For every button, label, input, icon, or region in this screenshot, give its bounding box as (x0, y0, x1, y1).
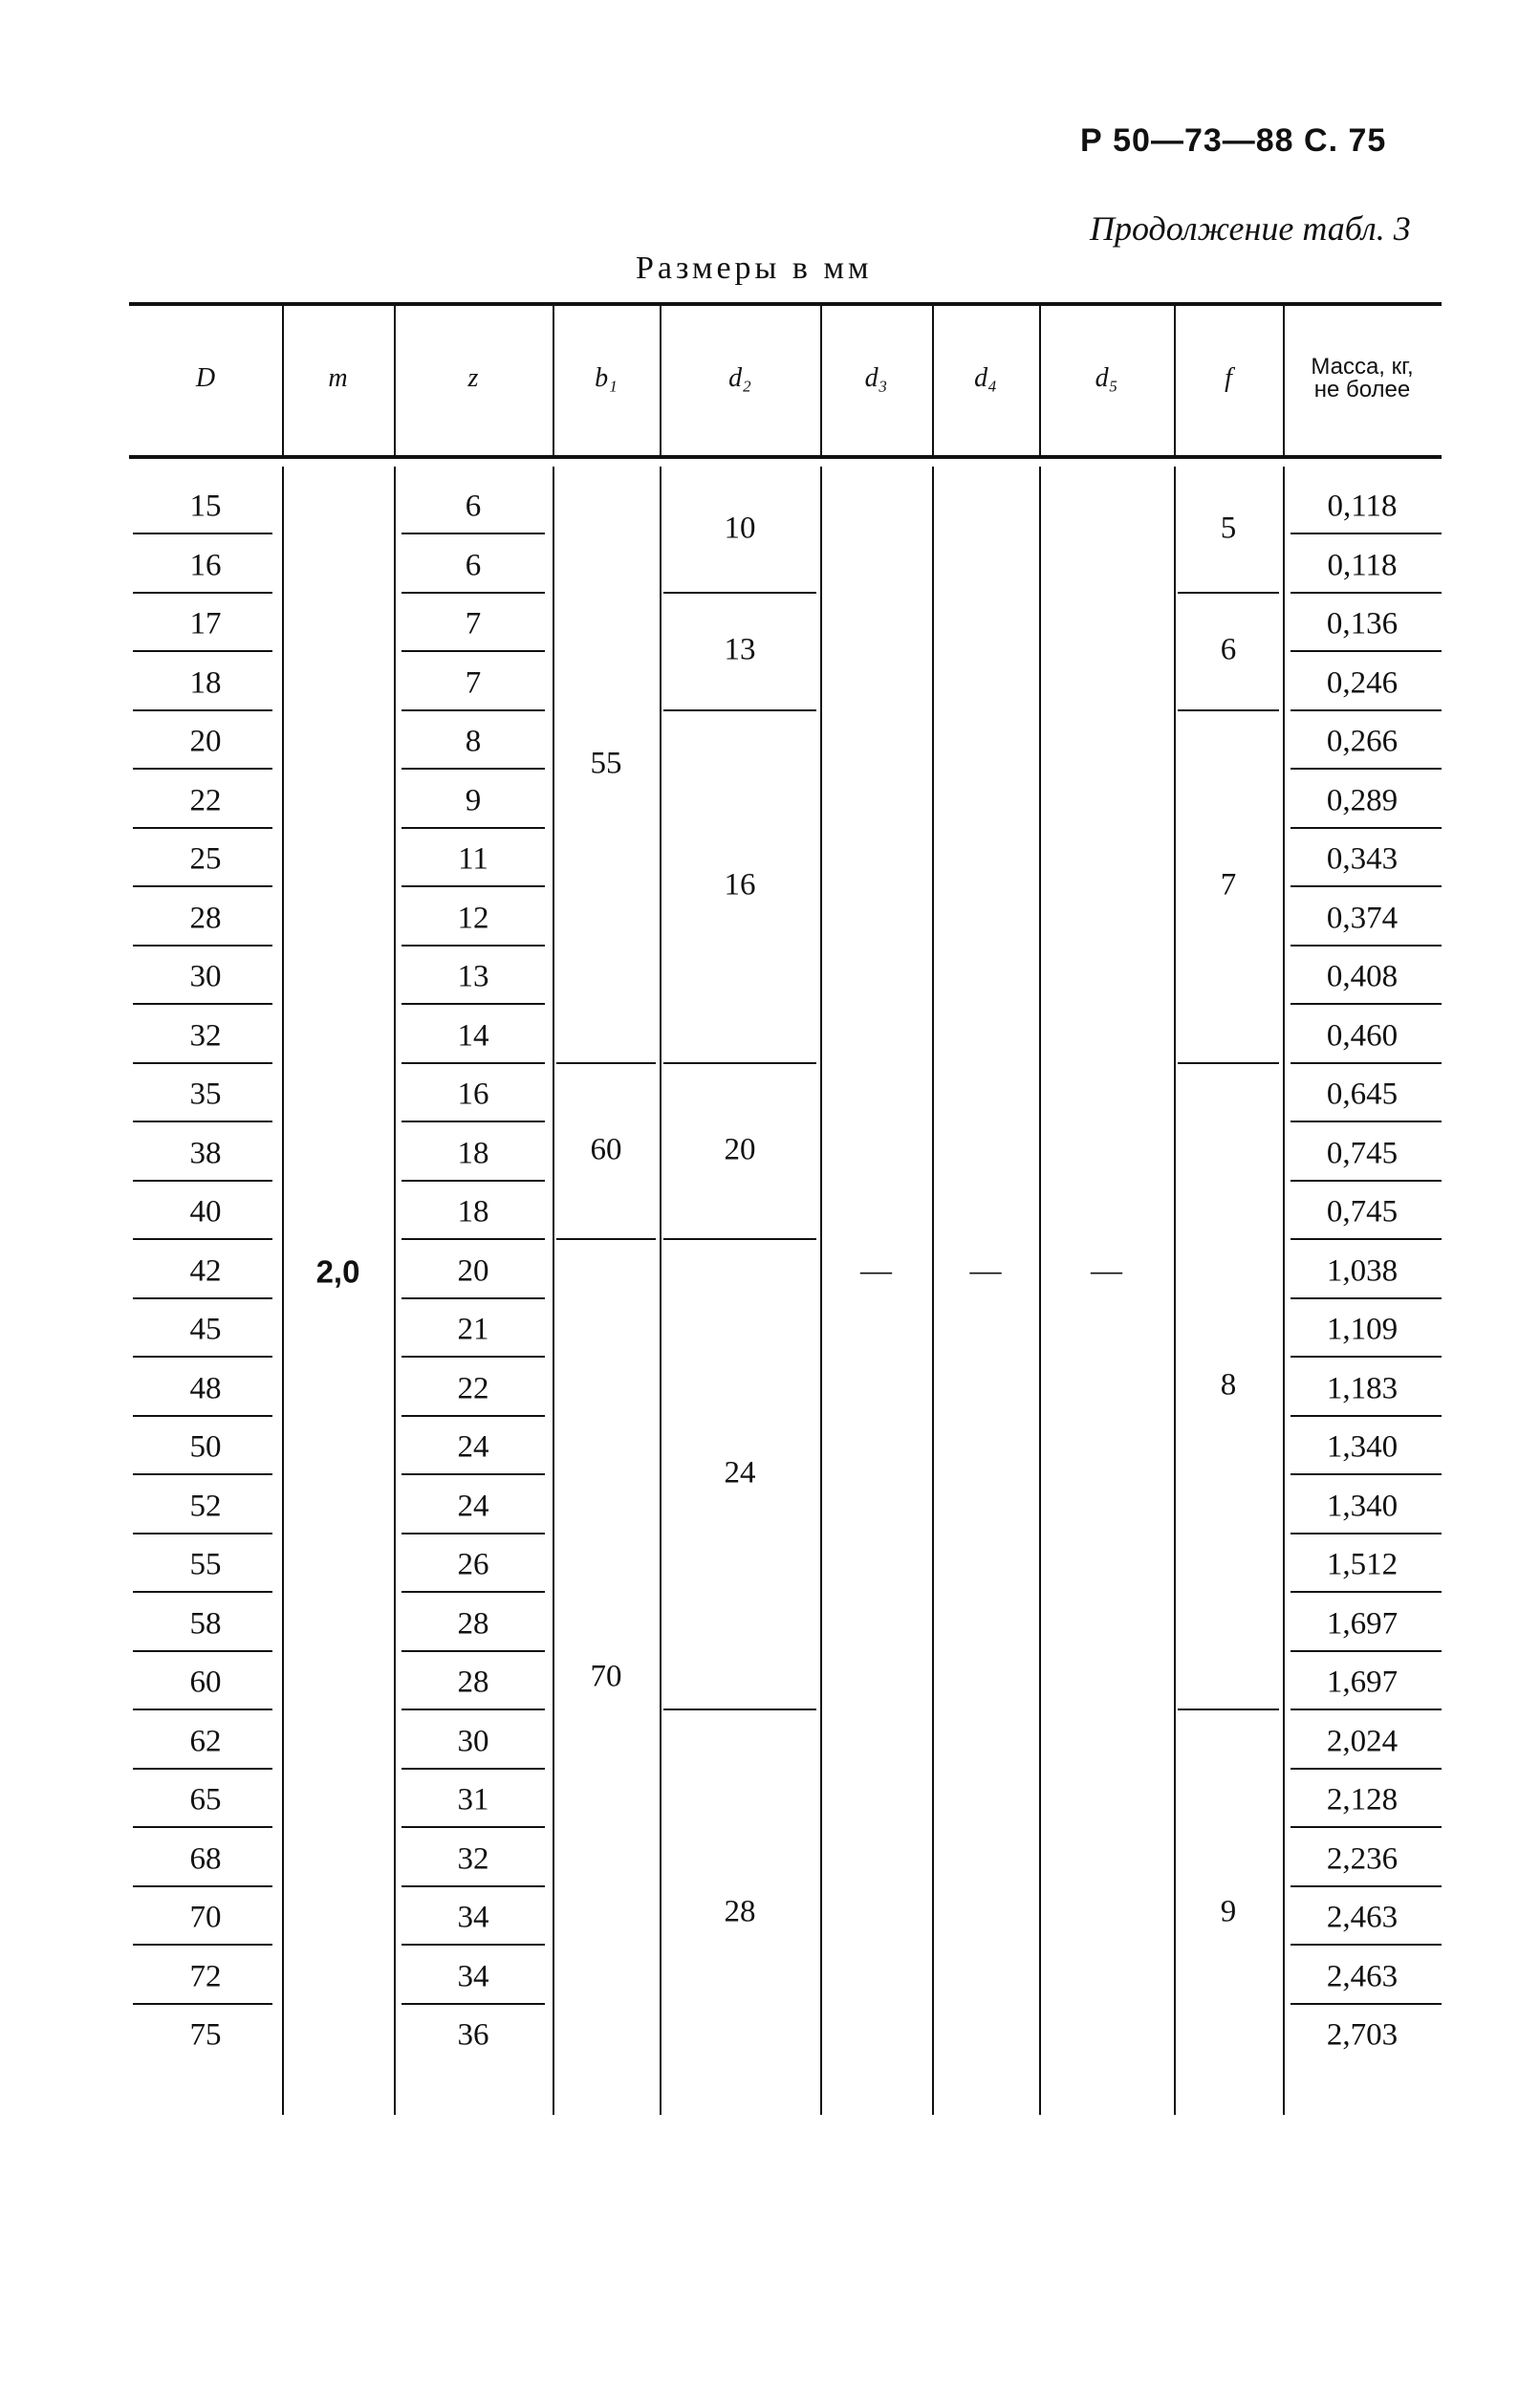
cell-z: 28 (457, 1606, 489, 1641)
cell-mass: 0,343 (1326, 841, 1399, 877)
row-rule (401, 592, 545, 594)
row-rule (133, 1650, 272, 1652)
group-rule (1178, 709, 1279, 711)
cell-f: 7 (1220, 867, 1237, 903)
header-d4: d₄ (974, 363, 997, 393)
group-rule (1178, 1062, 1279, 1064)
header-d: D (195, 363, 216, 393)
row-rule (401, 1533, 545, 1534)
row-rule (1291, 2003, 1442, 2005)
row-rule (401, 1944, 545, 1946)
row-rule (1291, 1297, 1442, 1299)
row-rule (133, 1944, 272, 1946)
row-rule (1291, 827, 1442, 829)
row-rule (1291, 1415, 1442, 1417)
row-rule (401, 945, 545, 947)
row-rule (133, 1121, 272, 1122)
cell-d: 28 (189, 901, 222, 935)
cell-mass: 0,118 (1327, 489, 1398, 524)
cell-d2: 10 (724, 511, 756, 546)
cell-d: 48 (189, 1371, 222, 1405)
cell-z: 21 (457, 1312, 489, 1347)
cell-z: 6 (465, 489, 482, 524)
column-separator (1283, 467, 1285, 2115)
row-rule (133, 945, 272, 947)
group-rule (556, 1238, 656, 1240)
column-separator (1039, 467, 1041, 2115)
row-rule (133, 1708, 272, 1710)
row-rule (133, 1238, 272, 1240)
group-rule (1178, 592, 1279, 594)
row-rule (1291, 650, 1442, 652)
header-d5: d₅ (1095, 363, 1118, 393)
header-bottom-rule (129, 455, 1442, 459)
row-rule (401, 709, 545, 711)
row-rule (1291, 1238, 1442, 1240)
row-rule (1291, 533, 1442, 534)
row-rule (401, 1826, 545, 1828)
cell-f: 6 (1220, 632, 1237, 667)
cell-d: 20 (189, 724, 222, 759)
column-separator (1174, 302, 1176, 455)
cell-mass: 2,236 (1326, 1841, 1399, 1876)
cell-d: 52 (189, 1489, 222, 1523)
cell-d: 65 (189, 1782, 222, 1817)
cell-d: 58 (189, 1606, 222, 1641)
cell-d: 72 (189, 1959, 222, 1993)
cell-d: 70 (189, 1900, 222, 1935)
cell-mass: 1,183 (1326, 1371, 1399, 1405)
row-rule (133, 1826, 272, 1828)
row-rule (1291, 1473, 1442, 1475)
cell-z: 18 (457, 1194, 489, 1230)
column-separator (1039, 302, 1041, 455)
row-rule (1291, 1003, 1442, 1005)
column-separator (553, 302, 554, 455)
row-rule (133, 768, 272, 770)
row-rule (401, 1473, 545, 1475)
column-separator (1174, 467, 1176, 2115)
group-rule (1178, 1708, 1279, 1710)
cell-z: 12 (457, 901, 489, 935)
cell-z: 8 (465, 724, 482, 759)
row-rule (1291, 1768, 1442, 1770)
cell-d2: 24 (724, 1455, 756, 1491)
cell-b1: 70 (590, 1659, 622, 1693)
group-rule (556, 1062, 656, 1064)
row-rule (1291, 1533, 1442, 1534)
cell-z: 32 (457, 1841, 489, 1876)
row-rule (1291, 709, 1442, 711)
column-separator (820, 467, 822, 2115)
column-separator (394, 467, 396, 2115)
cell-mass: 1,340 (1326, 1489, 1399, 1523)
cell-mass: 0,374 (1326, 901, 1399, 935)
row-rule (133, 827, 272, 829)
row-rule (133, 650, 272, 652)
cell-d: 17 (189, 606, 222, 642)
cell-mass: 2,463 (1326, 1959, 1399, 1993)
column-separator (553, 467, 554, 2115)
cell-z: 7 (465, 606, 482, 642)
cell-z: 22 (457, 1371, 489, 1405)
cell-mass: 2,463 (1326, 1900, 1399, 1935)
cell-z: 14 (457, 1018, 489, 1053)
row-rule (401, 1708, 545, 1710)
cell-d: 18 (189, 665, 222, 700)
cell-mass: 1,038 (1326, 1253, 1399, 1288)
table-continuation-label: Продолжение табл. 3 (1090, 209, 1411, 248)
column-separator (282, 302, 284, 455)
row-rule (133, 592, 272, 594)
group-rule (663, 709, 816, 711)
column-separator (932, 302, 934, 455)
cell-d2: 16 (724, 867, 756, 903)
row-rule (1291, 768, 1442, 770)
cell-mass: 0,136 (1326, 606, 1399, 642)
row-rule (133, 533, 272, 534)
cell-z: 20 (457, 1253, 489, 1288)
row-rule (133, 1356, 272, 1358)
row-rule (1291, 1944, 1442, 1946)
row-rule (401, 1180, 545, 1182)
header-d3: d₃ (864, 363, 888, 393)
cell-m: 2,0 (315, 1253, 360, 1289)
cell-d: 55 (189, 1547, 222, 1582)
row-rule (133, 709, 272, 711)
row-rule (401, 1356, 545, 1358)
row-rule (401, 1121, 545, 1122)
row-rule (401, 1415, 545, 1417)
header-m: m (328, 363, 348, 393)
row-rule (133, 2003, 272, 2005)
row-rule (1291, 1885, 1442, 1887)
row-rule (401, 1885, 545, 1887)
row-rule (401, 885, 545, 887)
row-rule (133, 1062, 272, 1064)
cell-f: 5 (1220, 511, 1237, 546)
column-separator (660, 467, 662, 2115)
group-rule (663, 592, 816, 594)
row-rule (1291, 1826, 1442, 1828)
cell-d: 60 (189, 1665, 222, 1700)
column-separator (394, 302, 396, 455)
cell-d: 30 (189, 959, 222, 994)
cell-z: 34 (457, 1900, 489, 1935)
row-rule (401, 768, 545, 770)
header-f: f (1225, 363, 1232, 393)
row-rule (401, 650, 545, 652)
cell-d3: — (860, 1253, 892, 1288)
header-d2: d₂ (728, 363, 751, 393)
cell-mass: 2,024 (1326, 1724, 1399, 1758)
cell-d: 62 (189, 1724, 222, 1758)
cell-mass: 0,118 (1327, 548, 1398, 582)
header-z: z (467, 363, 479, 393)
header-mass: Масса, кг, не более (1311, 354, 1414, 403)
cell-mass: 0,460 (1326, 1018, 1399, 1053)
row-rule (1291, 1591, 1442, 1593)
cell-d: 16 (189, 548, 222, 582)
cell-mass: 0,645 (1326, 1077, 1399, 1112)
cell-b1: 55 (590, 746, 622, 781)
cell-mass: 0,246 (1326, 665, 1399, 700)
cell-mass: 1,512 (1326, 1547, 1399, 1582)
cell-d: 50 (189, 1429, 222, 1465)
group-rule (663, 1062, 816, 1064)
cell-f: 8 (1220, 1367, 1237, 1403)
cell-z: 30 (457, 1724, 489, 1758)
group-rule (663, 1238, 816, 1240)
cell-b1: 60 (590, 1132, 622, 1167)
cell-z: 18 (457, 1136, 489, 1170)
group-rule (663, 1708, 816, 1710)
row-rule (1291, 1121, 1442, 1122)
cell-z: 24 (457, 1429, 489, 1465)
row-rule (133, 1297, 272, 1299)
cell-d: 45 (189, 1312, 222, 1347)
cell-mass: 1,697 (1326, 1665, 1399, 1700)
row-rule (401, 2003, 545, 2005)
cell-d4: — (969, 1253, 1002, 1288)
cell-z: 6 (465, 548, 482, 582)
cell-d: 32 (189, 1018, 222, 1053)
cell-z: 7 (465, 665, 482, 700)
cell-z: 34 (457, 1959, 489, 1993)
row-rule (133, 1591, 272, 1593)
row-rule (1291, 1180, 1442, 1182)
row-rule (401, 827, 545, 829)
row-rule (133, 1180, 272, 1182)
row-rule (401, 1650, 545, 1652)
cell-z: 28 (457, 1665, 489, 1700)
column-separator (820, 302, 822, 455)
row-rule (1291, 885, 1442, 887)
cell-z: 11 (458, 841, 488, 877)
cell-mass: 2,128 (1326, 1782, 1399, 1817)
cell-d: 40 (189, 1194, 222, 1230)
column-separator (932, 467, 934, 2115)
row-rule (1291, 1650, 1442, 1652)
row-rule (133, 1003, 272, 1005)
cell-z: 13 (457, 959, 489, 994)
cell-mass: 0,408 (1326, 959, 1399, 994)
cell-d: 42 (189, 1253, 222, 1288)
cell-f: 9 (1220, 1894, 1237, 1928)
cell-d5: — (1091, 1253, 1122, 1288)
row-rule (1291, 1708, 1442, 1710)
row-rule (401, 1768, 545, 1770)
cell-d2: 28 (724, 1894, 756, 1928)
column-separator (282, 467, 284, 2115)
row-rule (401, 1062, 545, 1064)
cell-d: 15 (189, 489, 222, 524)
table-top-rule (129, 302, 1442, 306)
cell-z: 24 (457, 1489, 489, 1523)
cell-z: 36 (457, 2017, 489, 2053)
row-rule (133, 885, 272, 887)
cell-mass: 0,745 (1326, 1194, 1399, 1230)
cell-mass: 2,703 (1326, 2017, 1399, 2053)
cell-mass: 0,266 (1326, 724, 1399, 759)
header-b1: b₁ (595, 363, 618, 393)
document-code: Р 50—73—88 С. 75 (1080, 122, 1387, 159)
row-rule (401, 533, 545, 534)
cell-mass: 0,289 (1326, 783, 1399, 817)
row-rule (133, 1473, 272, 1475)
cell-mass: 1,697 (1326, 1606, 1399, 1641)
cell-z: 26 (457, 1547, 489, 1582)
cell-z: 16 (457, 1077, 489, 1112)
cell-mass: 0,745 (1326, 1136, 1399, 1170)
row-rule (1291, 1062, 1442, 1064)
row-rule (1291, 592, 1442, 594)
row-rule (133, 1768, 272, 1770)
row-rule (133, 1885, 272, 1887)
row-rule (401, 1297, 545, 1299)
column-separator (660, 302, 662, 455)
cell-d: 75 (189, 2017, 222, 2053)
row-rule (1291, 1356, 1442, 1358)
cell-z: 9 (465, 783, 482, 817)
cell-d: 68 (189, 1841, 222, 1876)
cell-d2: 20 (724, 1132, 756, 1167)
row-rule (401, 1003, 545, 1005)
cell-z: 31 (457, 1782, 489, 1817)
row-rule (133, 1533, 272, 1534)
cell-mass: 1,340 (1326, 1429, 1399, 1465)
cell-d: 25 (189, 841, 222, 877)
row-rule (401, 1591, 545, 1593)
cell-d: 35 (189, 1077, 222, 1112)
row-rule (401, 1238, 545, 1240)
units-caption: Размеры в мм (636, 250, 873, 286)
cell-d2: 13 (724, 632, 756, 667)
column-separator (1283, 302, 1285, 455)
cell-mass: 1,109 (1326, 1312, 1399, 1347)
row-rule (133, 1415, 272, 1417)
cell-d: 22 (189, 783, 222, 817)
cell-d: 38 (189, 1136, 222, 1170)
row-rule (1291, 945, 1442, 947)
